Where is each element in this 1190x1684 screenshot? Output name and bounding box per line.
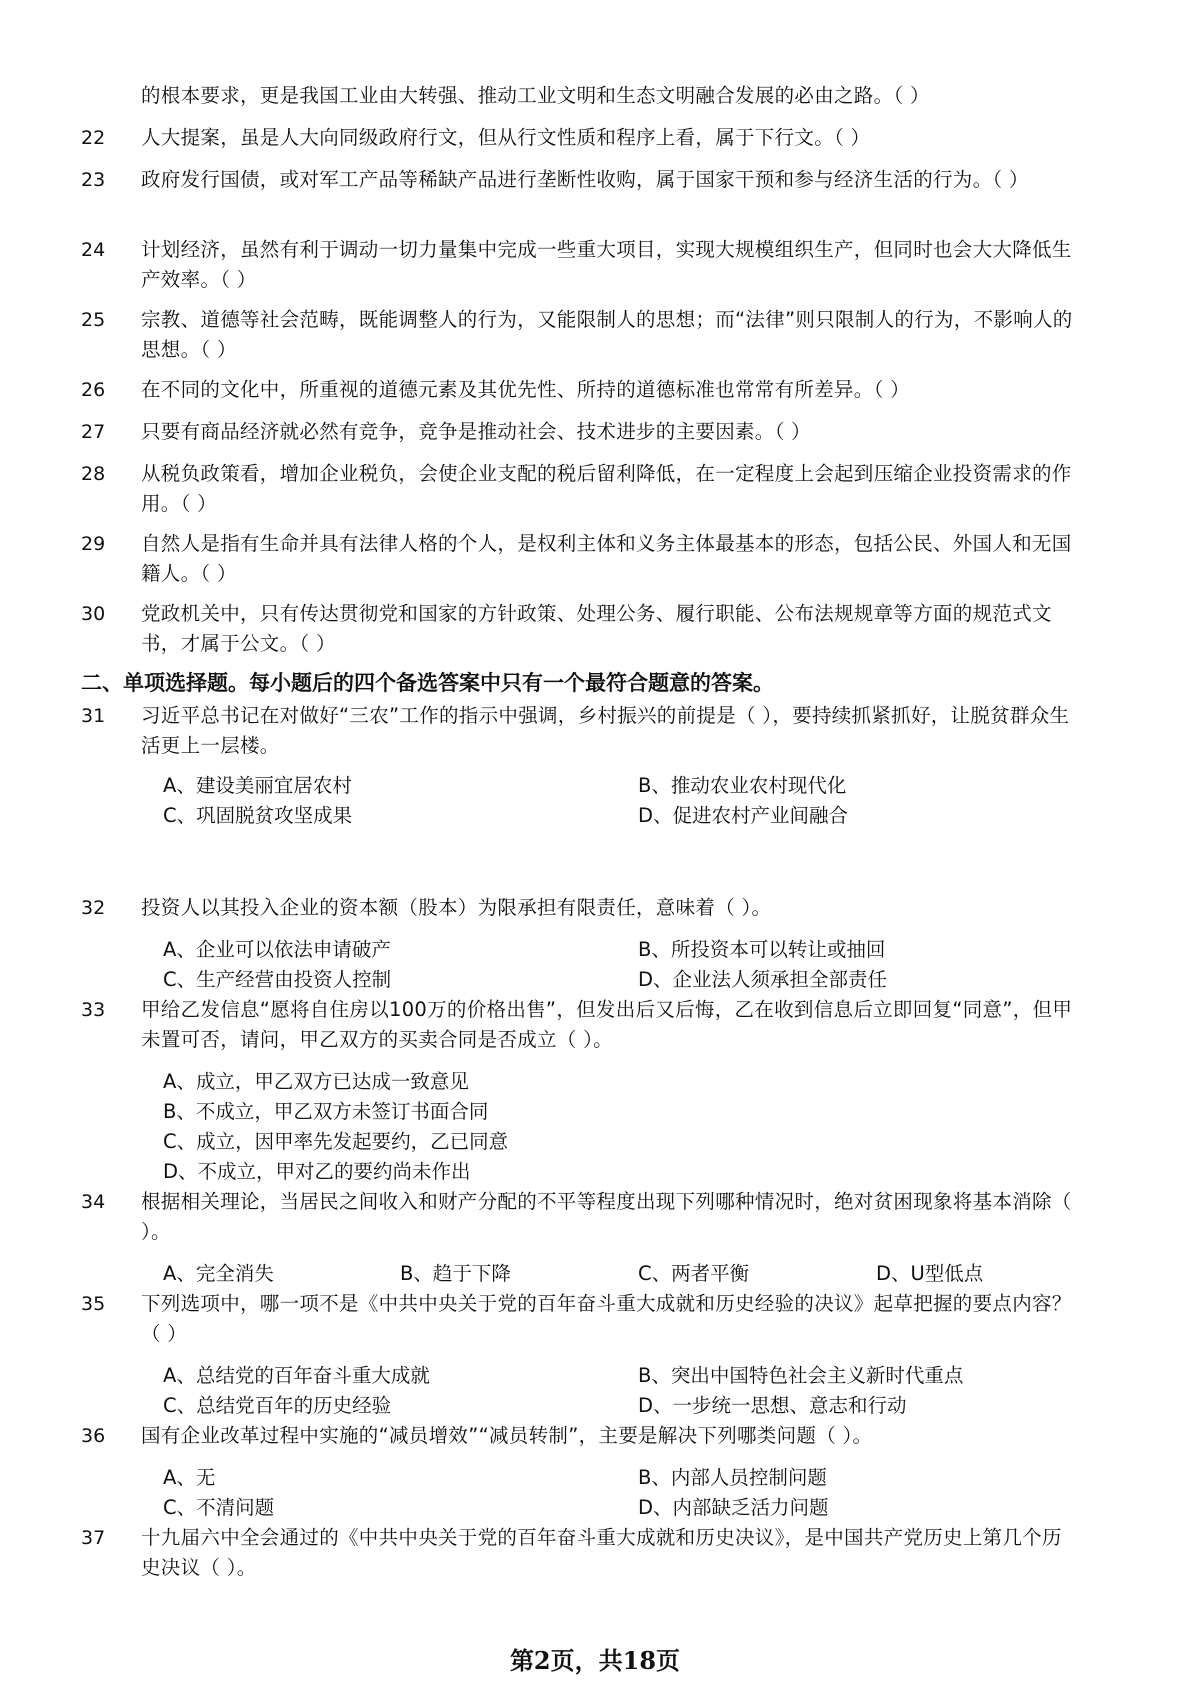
option-a: A、企业可以依法申请破产 — [163, 938, 391, 961]
option-d: D、企业法人须承担全部责任 — [638, 968, 888, 991]
option-c: C、巩固脱贫攻坚成果 — [163, 804, 353, 827]
option-d: D、一步统一思想、意志和行动 — [638, 1394, 907, 1417]
question-text: 从税负政策看，增加企业税负，会使企业支配的税后留利降低，在一定程度上会起到压缩企业投资需求的作用。（ ） — [141, 462, 1072, 515]
question-text: 投资人以其投入企业的资本额（股本）为限承担有限责任，意味着（ ）。 — [141, 896, 772, 919]
option-b: B、推动农业农村现代化 — [638, 774, 847, 797]
option-c: C、成立，因甲率先发起要约，乙已同意 — [163, 1130, 509, 1153]
option-d: D、促进农村产业间融合 — [638, 804, 849, 827]
question-text: 人大提案，虽是人大向同级政府行文，但从行文性质和程序上看，属于下行文。（ ） — [141, 126, 871, 149]
option-d: D、U型低点 — [876, 1262, 984, 1285]
question-number: 37 — [81, 1527, 106, 1549]
option-a: A、总结党的百年奋斗重大成就 — [163, 1364, 430, 1387]
question-text: 甲给乙发信息“愿将自住房以100万的价格出售”，但发出后又后悔，乙在收到信息后立即回复“同意”，但甲未置可否，请问，甲乙双方的买卖合同是否成立（ ）。 — [141, 998, 1073, 1051]
question-text: 十九届六中全会通过的《中共中央关于党的百年奋斗重大成就和历史决议》，是中国共产党历史上第几个历史决议（ ）。 — [141, 1526, 1062, 1579]
option-a: A、建设美丽宜居农村 — [163, 774, 352, 797]
option-c: C、不清问题 — [163, 1496, 275, 1519]
question-number: 28 — [81, 463, 106, 485]
section-title: 二、单项选择题。每小题后的四个备选答案中只有一个最符合题意的答案。 — [81, 671, 774, 695]
option-b: B、趋于下降 — [400, 1262, 511, 1285]
option-c: C、生产经营由投资人控制 — [163, 968, 392, 991]
option-b: B、不成立，甲乙双方未签订书面合同 — [163, 1100, 489, 1123]
option-a: A、完全消失 — [163, 1262, 274, 1285]
question-number: 25 — [81, 309, 106, 331]
question-number: 27 — [81, 421, 106, 443]
option-c: C、总结党百年的历史经验 — [163, 1394, 392, 1417]
option-a: A、无 — [163, 1466, 216, 1489]
option-b: B、突出中国特色社会主义新时代重点 — [638, 1364, 964, 1387]
question-number: 35 — [81, 1293, 106, 1315]
question-number: 34 — [81, 1191, 106, 1213]
option-a: A、成立，甲乙双方已达成一致意见 — [163, 1070, 469, 1093]
question-number: 36 — [81, 1425, 106, 1447]
question-number: 31 — [81, 705, 106, 727]
option-d: D、不成立，甲对乙的要约尚未作出 — [163, 1160, 471, 1183]
question-text: 政府发行国债，或对军工产品等稀缺产品进行垄断性收购，属于国家干预和参与经济生活的行为。（ ） — [141, 168, 1029, 191]
question-text: 下列选项中，哪一项不是《中共中央关于党的百年奋斗重大成就和历史经验的决议》起草把握的要点内容？（ ） — [141, 1292, 1072, 1345]
question-text: 国有企业改革过程中实施的“减员增效”“减员转制”，主要是解决下列哪类问题（ ）。 — [141, 1424, 873, 1447]
question-text: 宗教、道德等社会范畴，既能调整人的行为，又能限制人的思想；而“法律”则只限制人的行为，不影响人的思想。（ ） — [141, 308, 1073, 361]
option-b: B、所投资本可以转让或抽回 — [638, 938, 886, 961]
question-text: 自然人是指有生命并具有法律人格的个人，是权利主体和义务主体最基本的形态，包括公民、外国人和无国籍人。（ ） — [141, 532, 1072, 585]
question-number: 22 — [81, 127, 106, 149]
page-footer: 第2页，共18页 — [509, 1646, 681, 1675]
continued-question-text: 的根本要求，更是我国工业由大转强、推动工业文明和生态文明融合发展的必由之路。（ ） — [141, 84, 930, 107]
option-c: C、两者平衡 — [638, 1262, 750, 1285]
question-text: 习近平总书记在对做好“三农”工作的指示中强调，乡村振兴的前提是（ ），要持续抓紧抓好，让脱贫群众生活更上一层楼。 — [141, 704, 1070, 757]
question-number: 29 — [81, 533, 106, 555]
option-d: D、内部缺乏活力问题 — [638, 1496, 829, 1519]
question-text: 只要有商品经济就必然有竞争，竞争是推动社会、技术进步的主要因素。（ ） — [141, 420, 811, 443]
option-b: B、内部人员控制问题 — [638, 1466, 827, 1489]
question-text: 根据相关理论，当居民之间收入和财产分配的不平等程度出现下列哪种情况时，绝对贫困现象将基本消除（ ）。 — [141, 1190, 1072, 1243]
question-number: 24 — [81, 239, 106, 261]
question-number: 33 — [81, 999, 106, 1021]
question-number: 23 — [81, 169, 106, 191]
question-number: 32 — [81, 897, 106, 919]
question-text: 在不同的文化中，所重视的道德元素及其优先性、所持的道德标准也常常有所差异。（ ） — [141, 378, 910, 401]
question-number: 30 — [81, 603, 106, 625]
question-text: 计划经济，虽然有利于调动一切力量集中完成一些重大项目，实现大规模组织生产，但同时也会大大降低生产效率。（ ） — [141, 238, 1072, 291]
question-number: 26 — [81, 379, 106, 401]
question-text: 党政机关中，只有传达贯彻党和国家的方针政策、处理公务、履行职能、公布法规规章等方面的规范式文书，才属于公文。（ ） — [141, 602, 1052, 655]
